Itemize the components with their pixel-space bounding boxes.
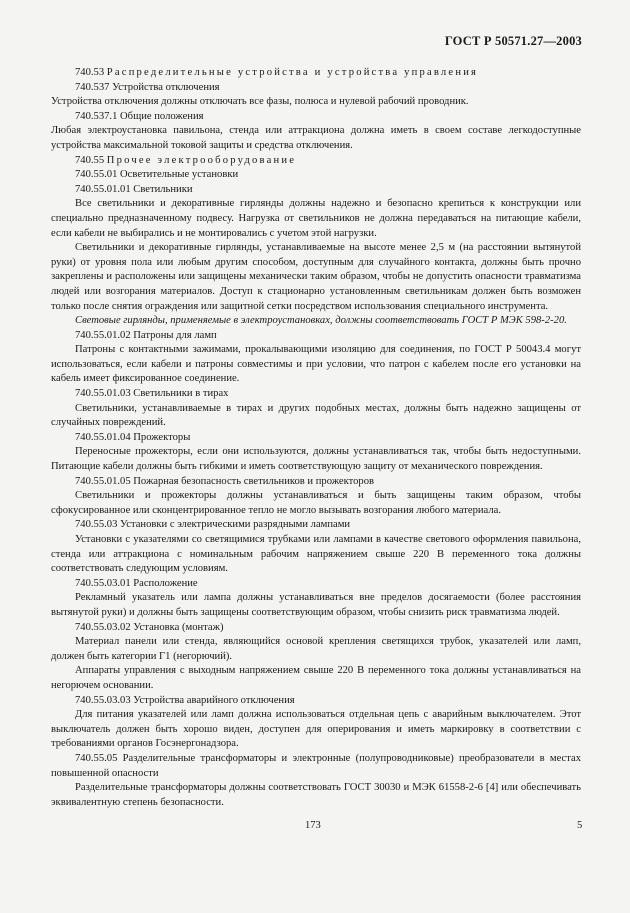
heading-title: Прочее электрооборудование [106,154,297,166]
paragraph: Светильники и декоративные гирлянды, устанавливаемые на высоте менее 2,5 м (на расстоянии вытянутой руки) от уровня пола или любым другим способом, доступным для случайного контакта, должны быть прочно закреплены и расположены или защищены механически таким образом, чтобы не допустить опасности травматизма людей или возгорания материалов. Доступ к стационарно установленным светильникам должен быть возможен только после снятия ограждения или защитной сетки посредством использования специального инструмента. [51,242,581,312]
paragraph: 740.55.05 Разделительные трансформаторы и электронные (полупроводниковые) преобразователи в местах повышенной опасности [51,752,581,779]
section-heading: 740.55.01 Осветительные установки [75,169,239,181]
section-heading: 740.55.01.01 Светильники [75,183,193,195]
paragraph: Любая электроустановка павильона, стенда или аттракциона должна иметь в своем составе легкодоступные устройства максимальной токовой защиты и средства отключения. [51,125,581,151]
paragraph: Патроны с контактными зажимами, прокалывающими изоляцию для соединения, по ГОСТ Р 50043.4 могут использоваться, если кабели и патроны совместимы и при условии, что патрон с кабелем после его установки на кабель имеет фиксированное соединение. [51,344,581,385]
paragraph: Материал панели или стенда, являющийся основой крепления светящихся трубок, указателей или ламп, должен быть категории Г1 (негорючий). [51,636,581,662]
section-heading: 740.55.03.01 Расположение [75,577,198,589]
document-body [51,66,581,810]
paragraph: Светильники и прожекторы должны устанавливаться и быть защищены таким образом, чтобы сфокусированное или сконцентрированное тепло не могло вызывать возгорания любого материала. [51,490,581,516]
section-heading: 740.55.01.04 Прожекторы [75,431,191,443]
section-heading: 740.55.03.02 Установка (монтаж) [75,621,224,633]
heading-number: 740.55 [75,154,105,166]
document-header: ГОСТ Р 50571.27—2003 [444,34,582,48]
paragraph: Светильники, устанавливаемые в тирах и других подобных местах, должны быть надежно защищены от случайных повреждений. [51,402,581,429]
section-heading: 740.55.03 Установки с электрическими разрядными лампами [75,519,351,531]
paragraph: Аппараты управления с выходным напряжением свыше 220 В переменного тока должны устанавливаться на негорючем основании. [51,665,581,691]
section-heading: 740.55.01.05 Пожарная безопасность светильников и прожекторов [75,475,375,487]
heading-title: Распределительные устройства и устройства управления [106,67,479,78]
sheet-number: 5 [577,820,583,831]
paragraph: Все светильники и декоративные гирлянды должны надежно и безопасно крепиться к конструкции или специально предназначенному подвесу. Нагрузка от светильников не должна передаваться на питающие кабели, если кабели не выбирались и не монтировались с учетом этой нагрузки. [51,198,581,239]
section-heading: 740.55.01.02 Патроны для ламп [75,329,217,341]
section-heading [75,154,581,169]
paragraph: Рекламный указатель или лампа должны устанавливаться вне пределов досягаемости (более расстояния вытянутой руки) и должны быть защищены соответствующим образом, чтобы снизить риск травматизма людей. [51,592,581,618]
section-heading: 740.55.01.03 Светильники в тирах [75,388,229,400]
section-heading: 740.537 Устройства отключения [75,81,220,93]
section-heading [75,66,581,81]
paragraph: Устройства отключения должны отключать все фазы, полюса и нулевой рабочий проводник. [51,96,469,108]
section-heading: 740.537.1 Общие положения [75,110,204,122]
page-number: 173 [305,820,321,831]
paragraph: Разделительные трансформаторы должны соответствовать ГОСТ 30030 и МЭК 61558-2-6 [4] или обеспечивать эквивалентную степень безопасности. [51,782,581,808]
heading-number: 740.53 [75,67,105,78]
paragraph-italic: Световые гирлянды, применяемые в электроустановках, должны соответствовать ГОСТ Р МЭК 598-2-20. [75,315,567,327]
section-heading: 740.55.03.03 Устройства аварийного отключения [75,694,295,706]
paragraph: Установки с указателями со светящимися трубками или лампами в качестве светового оформления павильона, стенда или аттракциона с номинальным рабочим напряжением свыше 220 В переменного тока должны соответствовать следующим условиям. [51,534,581,575]
paragraph: Переносные прожекторы, если они используются, должны устанавливаться так, чтобы быть недоступными. Питающие кабели должны быть гибкими и иметь соответствующую защиту от механического повреждения. [51,446,581,473]
paragraph: Для питания указателей или ламп должна использоваться отдельная цепь с аварийным выключателем. Этот выключатель должен быть хорошо виден, доступен для оперирования и иметь маркировку в соответствии с требованиями органов Госэнергонадзора. [51,709,581,750]
